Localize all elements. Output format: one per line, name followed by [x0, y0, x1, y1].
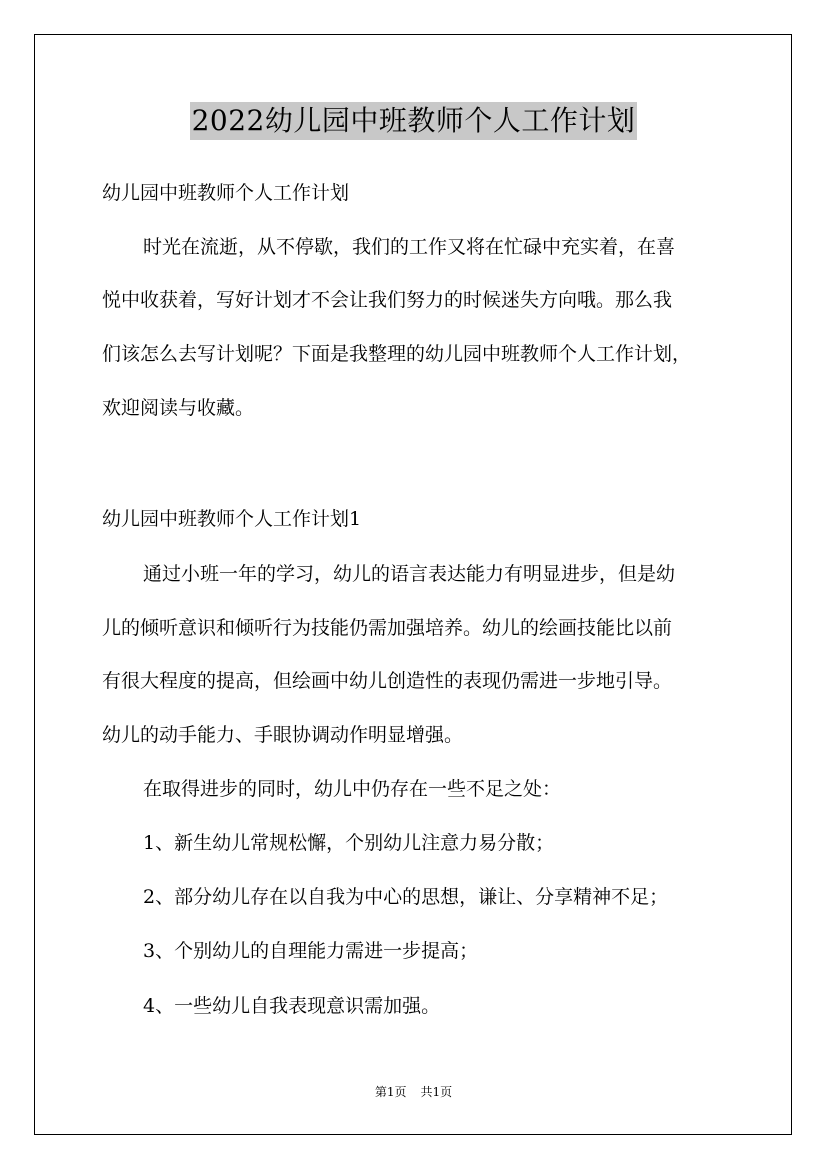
section-heading: 幼儿园中班教师个人工作计划1	[102, 508, 362, 530]
list-item: 1、新生幼儿常规松懈，个别幼儿注意力易分散；	[143, 832, 555, 854]
section-line-1: 通过小班一年的学习，幼儿的语言表达能力有明显进步，但是幼	[143, 563, 676, 585]
document-title: 2022幼儿园中班教师个人工作计划	[190, 102, 638, 140]
list-item: 3、个别幼儿的自理能力需进一步提高；	[143, 940, 479, 962]
section-line-2: 儿的倾听意识和倾听行为技能仍需加强培养。幼儿的绘画技能比以前	[102, 617, 673, 639]
page-total: 共1页	[420, 1085, 453, 1099]
title-container	[0, 102, 827, 140]
intro-line-4: 欢迎阅读与收藏。	[102, 397, 255, 419]
list-item: 4、一些幼儿自我表现意识需加强。	[143, 995, 441, 1017]
intro-line-2: 悦中收获着，写好计划才不会让我们努力的时候迷失方向哦。那么我	[102, 289, 673, 311]
subheading: 幼儿园中班教师个人工作计划	[102, 182, 350, 204]
page-footer	[0, 1084, 827, 1100]
intro-line-1: 时光在流逝，从不停歇，我们的工作又将在忙碌中充实着，在喜	[143, 236, 676, 258]
list-item: 2、部分幼儿存在以自我为中心的思想，谦让、分享精神不足；	[143, 886, 669, 908]
intro-line-3: 们该怎么去写计划呢？下面是我整理的幼儿园中班教师个人工作计划，	[102, 343, 692, 365]
page-number: 第1页	[374, 1085, 407, 1099]
section-line-3: 有很大程度的提高，但绘画中幼儿创造性的表现仍需进一步地引导。	[102, 670, 673, 692]
shortcomings-intro: 在取得进步的同时，幼儿中仍存在一些不足之处：	[143, 778, 562, 800]
section-line-4: 幼儿的动手能力、手眼协调动作明显增强。	[102, 724, 464, 746]
